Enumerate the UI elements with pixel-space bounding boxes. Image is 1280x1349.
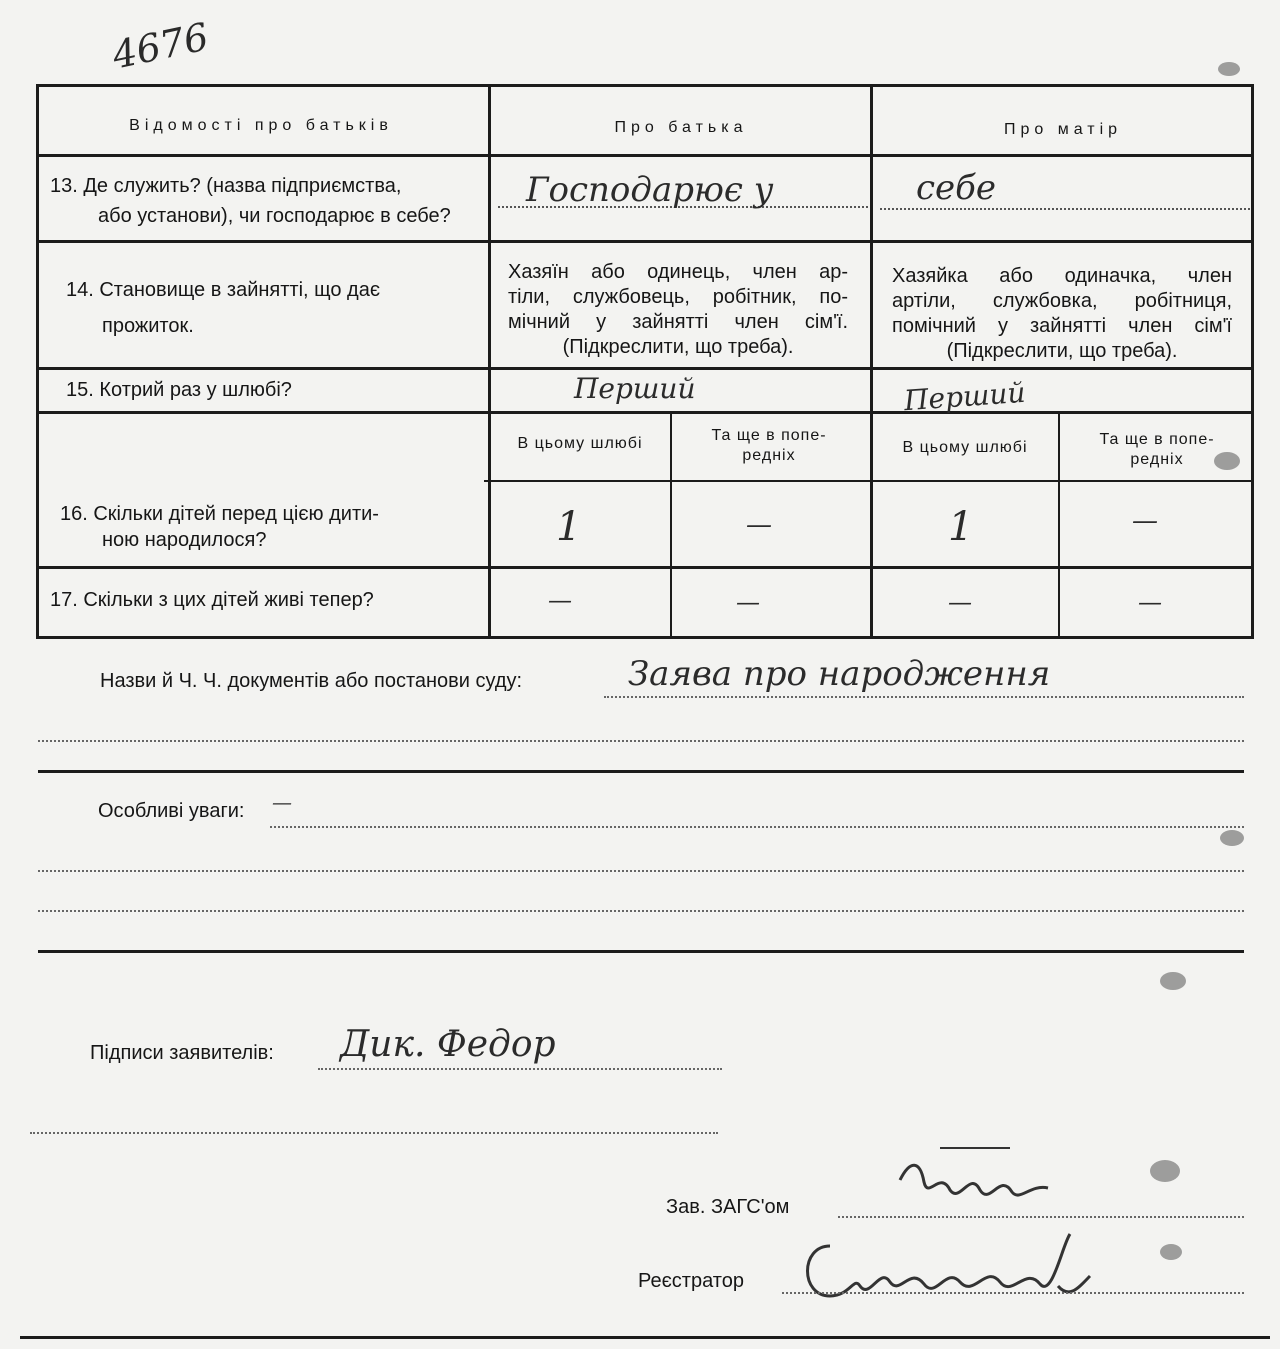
q17-father-this-value: — [548, 586, 572, 614]
documents-value: Заява про народження [628, 654, 1051, 694]
subcol-divider [1058, 411, 1060, 639]
q14-father-options-1: Хазяїн або одинець, член ар- [508, 261, 848, 283]
q13-label-line1: 13. Де служить? (назва підприємства, [50, 175, 402, 197]
scan-stain [1220, 830, 1244, 846]
scan-stain [1160, 972, 1186, 990]
q14-father-options-4: (Підкреслити, що треба). [562, 336, 794, 358]
q14-mother-options-4: (Підкреслити, що треба). [946, 340, 1178, 362]
col-divider [870, 84, 873, 639]
q17-label: 17. Скільки з цих дітей живі тепер? [50, 589, 374, 611]
q15-mother-answer: Перший [902, 375, 1027, 418]
q17-father-prev-value: — [736, 588, 760, 616]
row-divider [36, 411, 1254, 414]
q16-mother-prev-header-2: редніх [1130, 451, 1184, 468]
remarks-dotted-line-3 [38, 910, 1244, 912]
documents-dotted-line-2 [38, 740, 1244, 742]
subheader-divider [484, 480, 1254, 482]
registrar-dotted-line [782, 1292, 1244, 1294]
remarks-label: Особливі уваги: [98, 800, 245, 822]
q14-label-line2: прожиток. [102, 315, 194, 337]
subcol-divider [670, 411, 672, 639]
row-divider [36, 367, 1254, 370]
q17-mother-this-value: — [948, 588, 972, 616]
header-mother: Про матір [1003, 121, 1123, 138]
q13-father-answer: Господарює у [526, 170, 774, 210]
q16-father-prev-header-2: редніх [742, 447, 796, 464]
q16-father-prev-value: — [746, 510, 772, 540]
scan-stain [1150, 1160, 1180, 1182]
q16-label-line2: ною народилося? [102, 529, 267, 551]
section-rule [38, 770, 1244, 773]
q16-mother-this-value: 1 [948, 504, 974, 550]
q13-mother-dots [880, 208, 1250, 210]
q15-label: 15. Котрий раз у шлюбі? [66, 379, 292, 401]
q14-mother-options-1: Хазяйка або одиначка, член [892, 265, 1232, 287]
q13-mother-answer: себе [916, 168, 997, 208]
remarks-dotted-line-2 [38, 870, 1244, 872]
scan-stain [1160, 1244, 1182, 1260]
scan-stain [1214, 452, 1240, 470]
documents-dotted-line [604, 696, 1244, 698]
q16-mother-prev-header-1: Та ще в попе- [1099, 431, 1215, 448]
q14-label-line1: 14. Становище в зайнятті, що дає [66, 279, 381, 301]
q13-label-line2: або установи), чи господарює в себе? [98, 205, 451, 227]
q16-mother-this-header: В цьому шлюбі [902, 439, 1028, 456]
signatures-label: Підписи заявителів: [90, 1042, 274, 1064]
row-divider [36, 566, 1254, 569]
q14-father-options-3: мічний у зайнятті член сім'ї. [508, 311, 848, 333]
col-divider [488, 84, 491, 639]
row-divider [36, 240, 1254, 243]
q17-mother-prev-value: — [1138, 588, 1162, 616]
zags-head-label: Зав. ЗАГС'ом [666, 1196, 790, 1218]
page-bottom-rule [20, 1336, 1270, 1339]
zags-head-signature [880, 1140, 1070, 1220]
q16-label-line1: 16. Скільки дітей перед цією дити- [60, 503, 379, 525]
header-parents-info: Відомості про батьків [129, 117, 393, 134]
q16-mother-prev-value: — [1132, 506, 1158, 536]
header-father: Про батька [614, 119, 748, 136]
registrar-signature [790, 1216, 1110, 1316]
signature-dotted-line [318, 1068, 722, 1070]
q14-mother-options-2: артіли, службовка, робітниця, [892, 290, 1232, 312]
remarks-dotted-line [270, 826, 1244, 828]
row-divider [36, 154, 1254, 157]
q16-father-this-value: 1 [556, 504, 582, 550]
registrar-label: Реєстратор [638, 1270, 744, 1292]
q14-father-options-2: тіли, службовець, робітник, по- [508, 286, 848, 308]
documents-label: Назви й Ч. Ч. документів або постанови суду: [100, 670, 523, 692]
signature-dotted-line-2 [30, 1132, 718, 1134]
section-rule [38, 950, 1244, 953]
applicant-signature: Дик. Федор [340, 1024, 556, 1065]
parents-info-table [36, 84, 1254, 639]
q16-father-this-header: В цьому шлюбі [517, 435, 643, 452]
q15-father-answer: Перший [574, 372, 696, 405]
scan-stain [1218, 62, 1240, 76]
remarks-value: — [272, 790, 292, 814]
archive-number: 4676 [108, 14, 213, 78]
q16-father-prev-header-1: Та ще в попе- [711, 427, 827, 444]
q14-mother-options-3: помічний у зайнятті член сім'ї [892, 315, 1232, 337]
